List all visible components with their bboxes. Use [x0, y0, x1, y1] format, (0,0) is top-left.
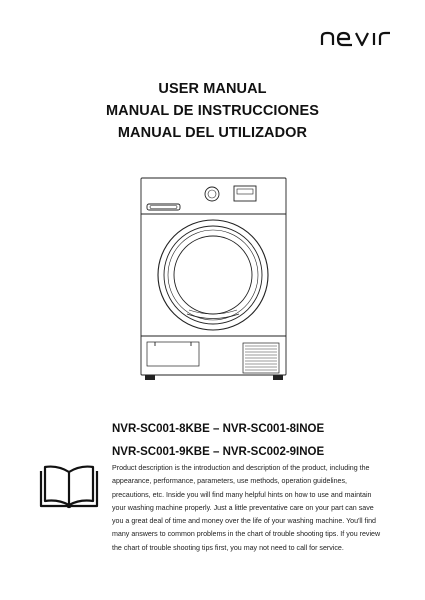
title-manual-instrucciones: MANUAL DE INSTRUCCIONES [105, 103, 320, 119]
title-user-manual: USER MANUAL [158, 81, 267, 97]
title-block [0, 78, 425, 144]
dryer-illustration [133, 176, 293, 390]
model-line-2: NVR-SC001-9KBE – NVR-SC002-9INOE [112, 446, 325, 458]
open-book-icon [38, 463, 100, 509]
product-description: Product description is the introduction and description of the product, including the appearance, performance, parameters, use methods, operation guidelines, precautions, etc. Inside you will find many helpful hints on how to use and maintain your washing machine properly. Just a little preventative care on your part can save you a great deal of time and money over the life of your washing machine. You'll find many answers to common problems in the chart of trouble shooting tips. If you review the chart of trouble shooting tips first, you may not need to call for service. [112, 464, 381, 552]
nevir-logo [319, 28, 399, 48]
title-manual-utilizador: MANUAL DEL UTILIZADOR [117, 125, 308, 141]
model-line-1: NVR-SC001-8KBE – NVR-SC001-8INOE [112, 423, 325, 435]
